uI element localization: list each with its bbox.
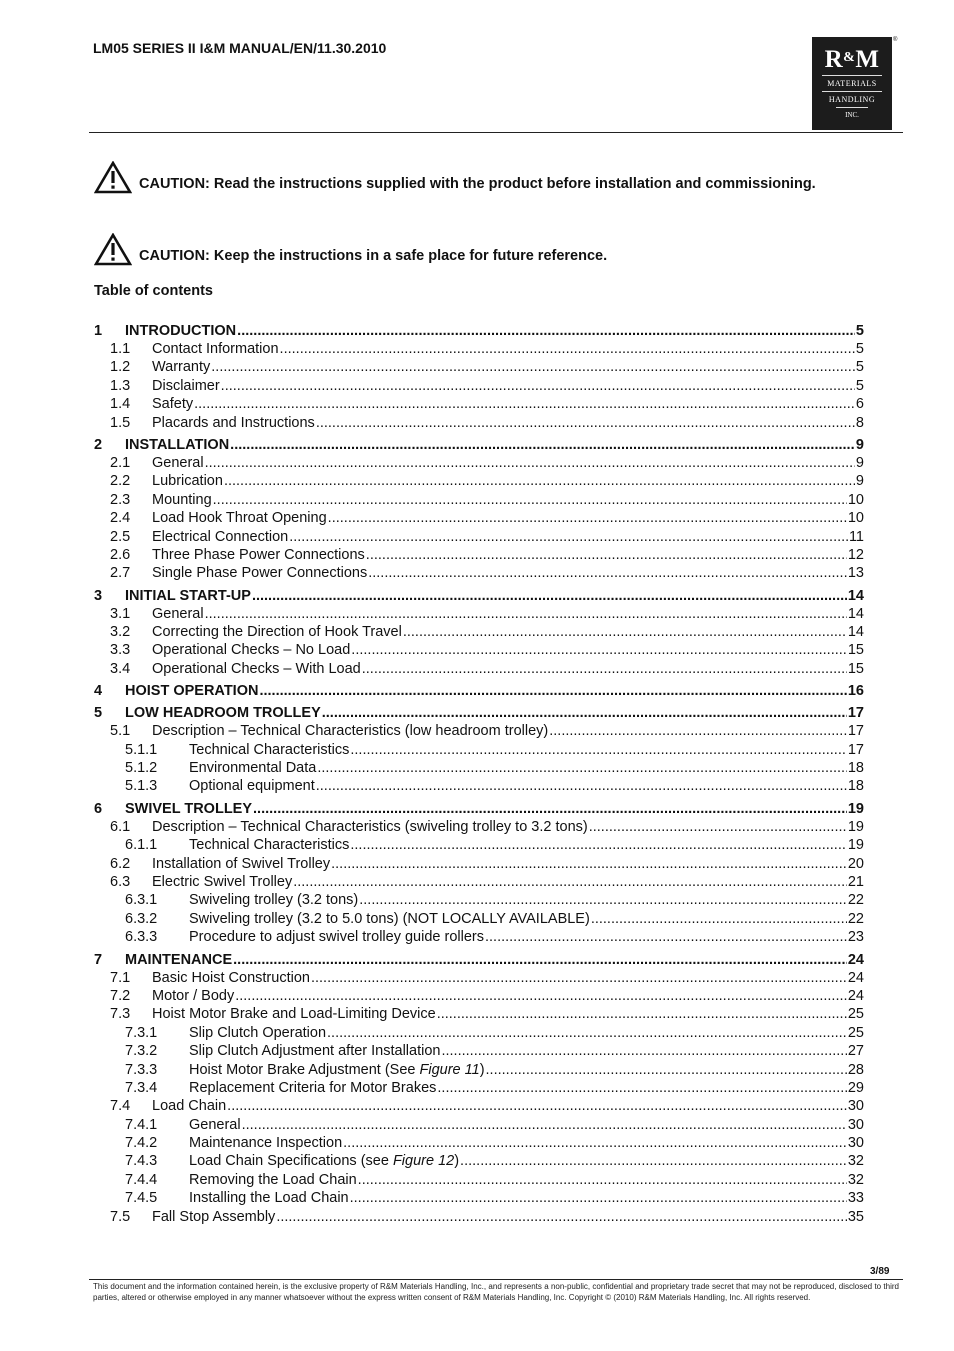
toc-entry-title: Operational Checks – With Load <box>152 660 361 677</box>
toc-leader-dots <box>316 777 847 795</box>
toc-entry-number: 7.3.1 <box>125 1024 158 1041</box>
toc-entry[interactable] <box>94 759 864 777</box>
toc-entry-title: INITIAL START-UP <box>125 587 251 604</box>
toc-entry-number: 7 <box>94 951 103 968</box>
toc-entry-title: General <box>152 605 204 622</box>
toc-entry-title: Optional equipment <box>189 778 315 795</box>
toc-entry-page: 17 <box>847 741 864 758</box>
toc-entry[interactable] <box>94 969 864 987</box>
toc-entry-page: 19 <box>847 800 864 817</box>
toc-entry-number: 3.2 <box>110 624 131 641</box>
toc-entry-title: SWIVEL TROLLEY <box>125 800 253 817</box>
toc-entry-title: Operational Checks – No Load <box>152 642 351 659</box>
toc-entry-page: 5 <box>855 377 864 394</box>
toc-entry[interactable] <box>94 377 864 395</box>
toc-entry-title: Swiveling trolley (3.2 tons) <box>189 892 359 909</box>
toc-entry-title: General <box>152 454 204 471</box>
toc-entry-page: 15 <box>847 660 864 677</box>
toc-entry[interactable] <box>94 836 864 854</box>
toc-entry-number: 5 <box>94 705 103 722</box>
toc-entry-page: 32 <box>847 1153 864 1170</box>
toc-entry[interactable] <box>94 1061 864 1079</box>
toc-entry-page: 9 <box>855 436 864 453</box>
toc-entry-page: 11 <box>848 528 864 545</box>
toc-entry-title: INTRODUCTION <box>125 323 237 339</box>
toc-leader-dots <box>350 1189 847 1207</box>
toc-entry-title: Warranty <box>152 359 211 376</box>
toc-entry[interactable] <box>94 454 864 472</box>
toc-entry-page: 5 <box>855 341 864 357</box>
toc-leader-dots <box>317 759 847 777</box>
toc-entry-title: Hoist Motor Brake and Load-Limiting Device <box>152 1006 436 1023</box>
toc-entry-title: MAINTENANCE <box>125 951 233 968</box>
toc-entry-page: 22 <box>847 910 864 927</box>
toc-entry-page: 12 <box>847 546 864 563</box>
toc-entry-number: 2 <box>94 436 103 453</box>
toc-entry-page: 13 <box>847 565 864 582</box>
toc-entry[interactable] <box>94 910 864 928</box>
toc-entry-number: 2.6 <box>110 546 131 563</box>
toc-entry-number: 2.5 <box>110 528 131 545</box>
toc-leader-dots <box>350 836 846 854</box>
toc-leader-dots <box>328 509 847 527</box>
toc-entry-page: 14 <box>847 587 864 604</box>
toc-leader-dots <box>289 528 848 546</box>
toc-entry-title: Replacement Criteria for Motor Brakes <box>189 1079 437 1096</box>
toc-entry-number: 3.1 <box>110 605 131 622</box>
toc-leader-dots <box>358 1171 847 1189</box>
toc-entry-number: 2.2 <box>110 473 131 490</box>
toc-leader-dots <box>293 873 847 891</box>
toc-entry[interactable] <box>94 928 864 946</box>
toc-entry-page: 5 <box>855 359 864 376</box>
toc-entry[interactable] <box>94 1042 864 1060</box>
toc-entry-title: Basic Hoist Construction <box>152 969 310 986</box>
toc-entry-page: 25 <box>847 1006 864 1023</box>
toc-entry-page: 24 <box>847 987 864 1004</box>
toc-leader-dots <box>280 340 855 358</box>
caution-text: CAUTION: Read the instructions supplied with the product before installation and commissioning. <box>139 176 816 192</box>
toc-entry-page: 9 <box>855 454 864 471</box>
caution-keep-instructions <box>94 247 864 266</box>
toc-entry-title: Installing the Load Chain <box>189 1190 349 1207</box>
toc-entry-number: 6.1.1 <box>125 837 158 854</box>
toc-entry-figure-ref: Figure 12 <box>392 1153 455 1170</box>
toc-leader-dots <box>343 1134 847 1152</box>
toc-entry-number: 2.7 <box>110 565 131 582</box>
toc-entry-title: Removing the Load Chain <box>189 1171 357 1188</box>
toc-entry-page: 9 <box>855 473 864 490</box>
toc-entry-title: Disclaimer <box>152 377 220 394</box>
toc-entry-title: Electric Swivel Trolley <box>152 873 293 890</box>
toc-leader-dots <box>259 682 846 700</box>
toc-entry[interactable] <box>94 1024 864 1042</box>
toc-entry-page: 15 <box>847 642 864 659</box>
toc-entry-title: Maintenance Inspection <box>189 1135 343 1152</box>
toc-entry[interactable] <box>94 472 864 490</box>
toc-entry-title: Installation of Swivel Trolley <box>152 855 331 872</box>
toc-entry-page: 29 <box>847 1079 864 1096</box>
toc-entry-number: 7.3 <box>110 1006 131 1023</box>
toc-entry-title: General <box>189 1116 241 1133</box>
toc-entry-page: 20 <box>847 855 864 872</box>
toc-entry[interactable] <box>94 1079 864 1097</box>
toc-entry-title <box>189 1061 485 1079</box>
toc-entry-number: 1.1 <box>110 341 131 357</box>
toc-entry-page: 21 <box>847 873 864 890</box>
toc-entry-title: INSTALLATION <box>125 436 230 453</box>
toc-entry[interactable] <box>94 873 864 891</box>
toc-entry-number: 7.5 <box>110 1208 131 1225</box>
toc-entry-number: 7.4.3 <box>125 1153 158 1170</box>
toc-entry-number: 2.1 <box>110 454 131 471</box>
toc-entry-page: 18 <box>847 778 864 795</box>
toc-entry-number: 7.4 <box>110 1098 131 1115</box>
toc-entry[interactable] <box>94 528 864 546</box>
toc-entry-title: Load Chain <box>152 1098 227 1115</box>
toc-entry-page: 24 <box>847 951 864 968</box>
toc-entry[interactable] <box>94 660 864 678</box>
footer-divider <box>89 1279 903 1280</box>
toc-entry-number: 1.4 <box>110 396 131 413</box>
toc-leader-dots <box>331 855 847 873</box>
toc-heading: Table of contents <box>94 283 213 299</box>
toc-leader-dots <box>311 969 847 987</box>
toc-leader-dots <box>233 951 847 969</box>
toc-entry-page: 35 <box>847 1208 864 1225</box>
toc-entry[interactable] <box>94 722 864 740</box>
logo-materials: MATERIALS <box>822 75 882 89</box>
toc-entry-title-end: ) <box>479 1061 485 1078</box>
toc-entry-page: 24 <box>847 969 864 986</box>
toc-leader-dots <box>359 891 847 909</box>
toc-entry-title: Mounting <box>152 491 212 508</box>
toc-leader-dots <box>441 1042 846 1060</box>
toc-leader-dots <box>460 1152 847 1170</box>
warning-triangle-icon <box>94 233 132 267</box>
toc-entry-number: 3.3 <box>110 642 131 659</box>
toc-entry-number: 7.4.4 <box>125 1171 158 1188</box>
toc-leader-dots <box>362 660 847 678</box>
toc-entry-page: 10 <box>847 510 864 527</box>
logo-inc: INC. <box>836 107 868 119</box>
toc-entry[interactable] <box>94 704 864 722</box>
toc-entry[interactable] <box>94 436 864 454</box>
toc-entry-number: 3 <box>94 587 103 604</box>
toc-entry-title: Lubrication <box>152 473 223 490</box>
toc-entry[interactable] <box>94 1208 864 1226</box>
toc-entry[interactable] <box>94 1171 864 1189</box>
toc-leader-dots <box>350 741 846 759</box>
toc-entry-number: 3.4 <box>110 660 131 677</box>
toc-entry-number: 7.1 <box>110 969 131 986</box>
toc-entry[interactable] <box>94 951 864 969</box>
toc-leader-dots <box>437 1005 847 1023</box>
toc-entry[interactable] <box>94 1097 864 1115</box>
registered-mark: ® <box>893 37 898 43</box>
toc-entry-page: 8 <box>855 414 864 431</box>
toc-entry-title: Slip Clutch Operation <box>189 1024 327 1041</box>
toc-leader-dots <box>486 1061 847 1079</box>
toc-entry-title: Placards and Instructions <box>152 414 315 431</box>
toc-entry[interactable] <box>94 987 864 1005</box>
toc-entry-page: 14 <box>847 624 864 641</box>
toc-entry-number: 2.3 <box>110 491 131 508</box>
toc-entry-page: 18 <box>847 760 864 777</box>
toc-leader-dots <box>366 546 847 564</box>
toc-entry-title: Slip Clutch Adjustment after Installation <box>189 1043 441 1060</box>
toc-entry-number: 7.3.3 <box>125 1061 158 1078</box>
logo-handling: HANDLING <box>822 91 882 105</box>
document-title: LM05 SERIES II I&M MANUAL/EN/11.30.2010 <box>93 40 387 56</box>
toc-entry[interactable] <box>94 1005 864 1023</box>
toc-entry-page: 33 <box>847 1190 864 1207</box>
toc-entry-number: 7.4.1 <box>125 1116 158 1133</box>
toc-entry-number: 6.3.2 <box>125 910 158 927</box>
footer-legal-notice: This document and the information contained herein, is the exclusive property of R&M Materials Handling, Inc., and represents a non-public, confidential and proprietary trade secret that may not be reproduced, disclosed to third parties, altered or otherwise employed in any manner whatsoever without the express written consent of R&M Materials Handling, Inc. Copyright © (2010) R&M Materials Handling, Inc. All rights reserved. <box>93 1282 899 1302</box>
toc-entry-number: 1.5 <box>110 414 131 431</box>
toc-entry[interactable] <box>94 358 864 376</box>
caution-text: CAUTION: Keep the instructions in a safe place for future reference. <box>139 248 608 264</box>
toc-leader-dots <box>591 910 847 928</box>
toc-leader-dots <box>224 472 855 490</box>
toc-leader-dots <box>205 605 847 623</box>
toc-leader-dots <box>252 587 847 605</box>
toc-entry-page: 30 <box>847 1135 864 1152</box>
toc-entry-title: Correcting the Direction of Hook Travel <box>152 624 402 641</box>
toc-entry[interactable] <box>94 800 864 818</box>
toc-entry-number: 1.3 <box>110 377 131 394</box>
toc-entry[interactable] <box>94 414 864 432</box>
toc-entry-page: 16 <box>847 683 864 700</box>
header-divider <box>89 132 903 133</box>
toc-entry-title: Technical Characteristics <box>189 741 350 758</box>
toc-entry-title-start: Hoist Motor Brake Adjustment (See <box>189 1061 420 1078</box>
toc-leader-dots <box>327 1024 847 1042</box>
toc-entry-number: 4 <box>94 683 103 700</box>
toc-entry-title: Single Phase Power Connections <box>152 565 368 582</box>
toc-entry[interactable] <box>94 891 864 909</box>
toc-leader-dots <box>351 641 847 659</box>
toc-entry[interactable] <box>94 1116 864 1134</box>
toc-leader-dots <box>253 800 847 818</box>
toc-entry-number: 5.1.2 <box>125 760 158 777</box>
toc-entry[interactable] <box>94 322 864 340</box>
toc-entry-page: 23 <box>847 929 864 946</box>
toc-entry-number: 5.1.3 <box>125 778 158 795</box>
toc-entry-page: 5 <box>855 323 864 339</box>
logo-rm: R&M <box>824 46 880 73</box>
toc-entry[interactable] <box>94 682 864 700</box>
toc-entry-page: 19 <box>847 837 864 854</box>
toc-entry-title: LOW HEADROOM TROLLEY <box>125 705 321 722</box>
toc-entry-title: Contact Information <box>152 341 279 357</box>
toc-entry[interactable] <box>94 509 864 527</box>
page-number: 3/89 <box>870 1266 890 1277</box>
toc-entry-page: 17 <box>847 705 864 722</box>
toc-leader-dots <box>549 722 847 740</box>
toc-entry-number: 6.3.1 <box>125 892 158 909</box>
toc-leader-dots <box>403 623 847 641</box>
toc-entry-title: Technical Characteristics <box>189 837 350 854</box>
toc-entry-number: 6.3 <box>110 873 131 890</box>
toc-entry[interactable] <box>94 587 864 605</box>
toc-entry[interactable] <box>94 546 864 564</box>
toc-entry-page: 22 <box>847 892 864 909</box>
toc-entry-number: 7.3.2 <box>125 1043 158 1060</box>
toc-leader-dots <box>211 358 855 376</box>
toc-entry-title: Description – Technical Characteristics (low headroom trolley) <box>152 723 549 740</box>
toc-entry-title: Load Hook Throat Opening <box>152 510 327 527</box>
toc-entry-number: 6.1 <box>110 818 131 835</box>
toc-entry-title: HOIST OPERATION <box>125 683 259 700</box>
toc-entry-number: 7.4.2 <box>125 1135 158 1152</box>
caution-read-instructions <box>94 175 864 194</box>
toc-entry-title <box>189 1152 459 1170</box>
toc-entry[interactable] <box>94 741 864 759</box>
toc-entry-title-start: Load Chain Specifications (see <box>189 1153 393 1170</box>
toc-entry-title: Safety <box>152 396 194 413</box>
toc-entry-page: 14 <box>847 605 864 622</box>
toc-leader-dots <box>322 704 847 722</box>
toc-entry[interactable] <box>94 855 864 873</box>
toc-entry-number: 5.1 <box>110 723 131 740</box>
toc-entry[interactable] <box>94 491 864 509</box>
toc-leader-dots <box>589 818 847 836</box>
toc-entry-page: 19 <box>847 818 864 835</box>
toc-leader-dots <box>213 491 847 509</box>
toc-leader-dots <box>276 1208 847 1226</box>
toc-entry[interactable] <box>94 641 864 659</box>
toc-leader-dots <box>235 987 847 1005</box>
toc-leader-dots <box>227 1097 847 1115</box>
toc-entry-page: 27 <box>847 1043 864 1060</box>
toc-entry-number: 6.2 <box>110 855 131 872</box>
toc-entry-title: Swiveling trolley (3.2 to 5.0 tons) (NOT LOCALLY AVAILABLE) <box>189 910 590 927</box>
toc-entry-number: 1.2 <box>110 359 131 376</box>
toc-entry-page: 17 <box>847 723 864 740</box>
toc-entry-title-end: ) <box>454 1153 460 1170</box>
toc-entry-page: 30 <box>847 1116 864 1133</box>
toc-entry-page: 30 <box>847 1098 864 1115</box>
toc-leader-dots <box>368 564 847 582</box>
toc-entry-number: 5.1.1 <box>125 741 158 758</box>
toc-entry-number: 7.3.4 <box>125 1079 158 1096</box>
toc-entry[interactable] <box>94 777 864 795</box>
toc-entry-number: 1 <box>94 323 103 339</box>
toc-entry-number: 7.4.5 <box>125 1190 158 1207</box>
toc-entry-title: Electrical Connection <box>152 528 289 545</box>
toc-leader-dots <box>230 436 855 454</box>
table-of-contents <box>94 322 864 1226</box>
toc-entry-page: 6 <box>855 396 864 413</box>
warning-triangle-icon <box>94 161 132 195</box>
toc-entry[interactable] <box>94 623 864 641</box>
toc-entry-title: Fall Stop Assembly <box>152 1208 276 1225</box>
company-logo <box>812 37 892 130</box>
toc-entry-page: 25 <box>847 1024 864 1041</box>
toc-entry[interactable] <box>94 1189 864 1207</box>
toc-entry-page: 28 <box>847 1061 864 1078</box>
toc-entry-title: Description – Technical Characteristics (swiveling trolley to 3.2 tons) <box>152 818 588 835</box>
toc-entry-figure-ref: Figure 11 <box>419 1061 480 1078</box>
toc-entry-number: 2.4 <box>110 510 131 527</box>
toc-entry-number: 7.2 <box>110 987 131 1004</box>
toc-entry[interactable] <box>94 564 864 582</box>
toc-entry-number: 6 <box>94 800 103 817</box>
toc-leader-dots <box>242 1116 847 1134</box>
toc-entry[interactable] <box>94 1134 864 1152</box>
toc-leader-dots <box>205 454 855 472</box>
toc-entry-title: Three Phase Power Connections <box>152 546 365 563</box>
toc-entry[interactable] <box>94 340 864 358</box>
toc-entry-title: Procedure to adjust swivel trolley guide rollers <box>189 929 484 946</box>
toc-leader-dots <box>237 322 855 340</box>
toc-entry[interactable] <box>94 818 864 836</box>
toc-entry-page: 32 <box>847 1171 864 1188</box>
toc-entry[interactable] <box>94 395 864 413</box>
toc-leader-dots <box>485 928 847 946</box>
toc-entry-title: Motor / Body <box>152 987 235 1004</box>
toc-leader-dots <box>221 377 855 395</box>
toc-entry-number: 6.3.3 <box>125 929 158 946</box>
toc-leader-dots <box>316 414 855 432</box>
toc-leader-dots <box>194 395 855 413</box>
toc-leader-dots <box>437 1079 846 1097</box>
toc-entry[interactable] <box>94 605 864 623</box>
toc-entry[interactable] <box>94 1152 864 1170</box>
toc-entry-page: 10 <box>847 491 864 508</box>
toc-entry-title: Environmental Data <box>189 760 317 777</box>
